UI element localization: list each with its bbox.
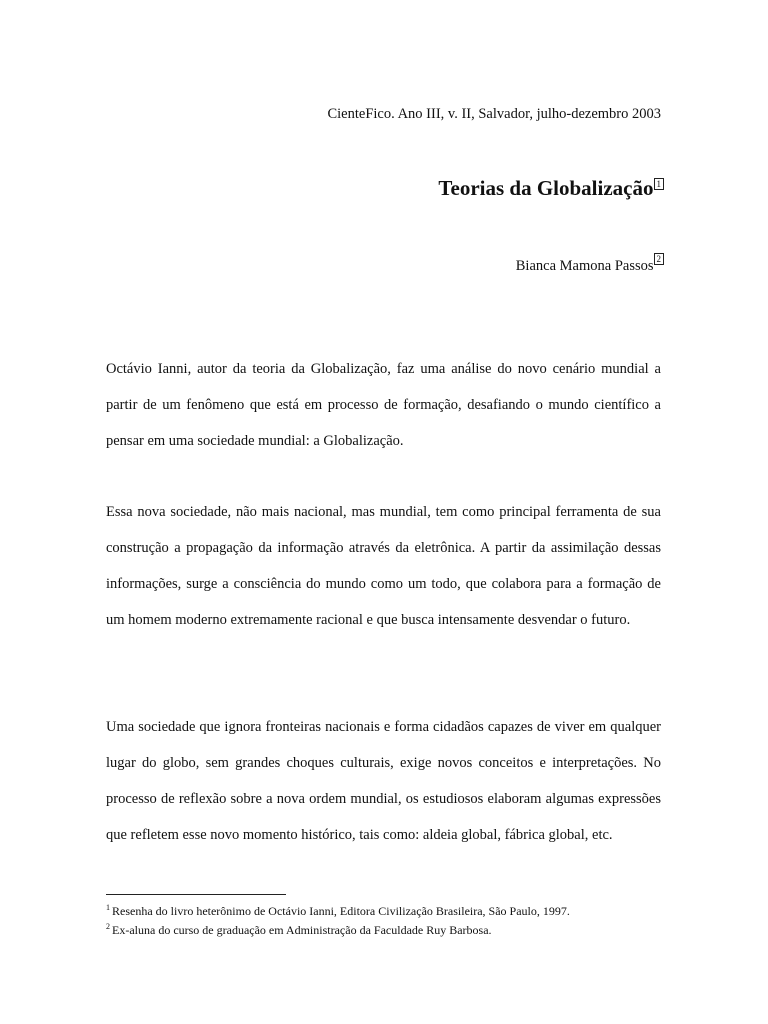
author-line — [515, 254, 664, 275]
footnote-divider — [106, 894, 286, 895]
footnote-text: Ex-aluna do curso de graduação em Administração da Faculdade Ruy Barbosa. — [112, 923, 492, 937]
footnote-2 — [106, 919, 666, 938]
paragraph: Octávio Ianni, autor da teoria da Globalização, faz uma análise do novo cenário mundial a partir de um fenômeno que está em processo de formação, desafiando o mundo científico a pensar em uma sociedade mundial: a Globalização. — [106, 361, 661, 449]
article-title-line — [438, 176, 664, 201]
paragraph: Essa nova sociedade, não mais nacional, mas mundial, tem como principal ferramenta de sua construção a propagação da informação através da eletrônica. A partir da assimilação dessas informações, surge a consciência do mundo como um todo, que colabora para a formação de um homem moderno extremamente racional e que busca intensamente desvendar o futuro. — [106, 504, 661, 628]
footnote-mark: 2 — [106, 922, 110, 931]
footnotes — [106, 900, 666, 938]
footnote-1 — [106, 900, 666, 919]
title-footnote-link[interactable]: 1 — [654, 178, 665, 190]
footnote-mark: 1 — [106, 903, 110, 912]
author-footnote-link[interactable]: 2 — [654, 253, 665, 265]
footnote-text: Resenha do livro heterônimo de Octávio Ianni, Editora Civilização Brasileira, São Paulo, 1997. — [112, 904, 570, 918]
article-title: Teorias da Globalização — [438, 176, 654, 200]
paragraph: Uma sociedade que ignora fronteiras nacionais e forma cidadãos capazes de viver em qualquer lugar do globo, sem grandes choques culturais, exige novos conceitos e interpretações. No processo de reflexão sobre a nova ordem mundial, os estudiosos elaboram algumas expressões que refletem esse novo momento histórico, tais como: aldeia global, fábrica global, etc. — [106, 719, 661, 843]
author-name: Bianca Mamona Passos — [515, 258, 654, 274]
journal-header: CienteFico. Ano III, v. II, Salvador, julho-dezembro 2003 — [327, 106, 661, 122]
